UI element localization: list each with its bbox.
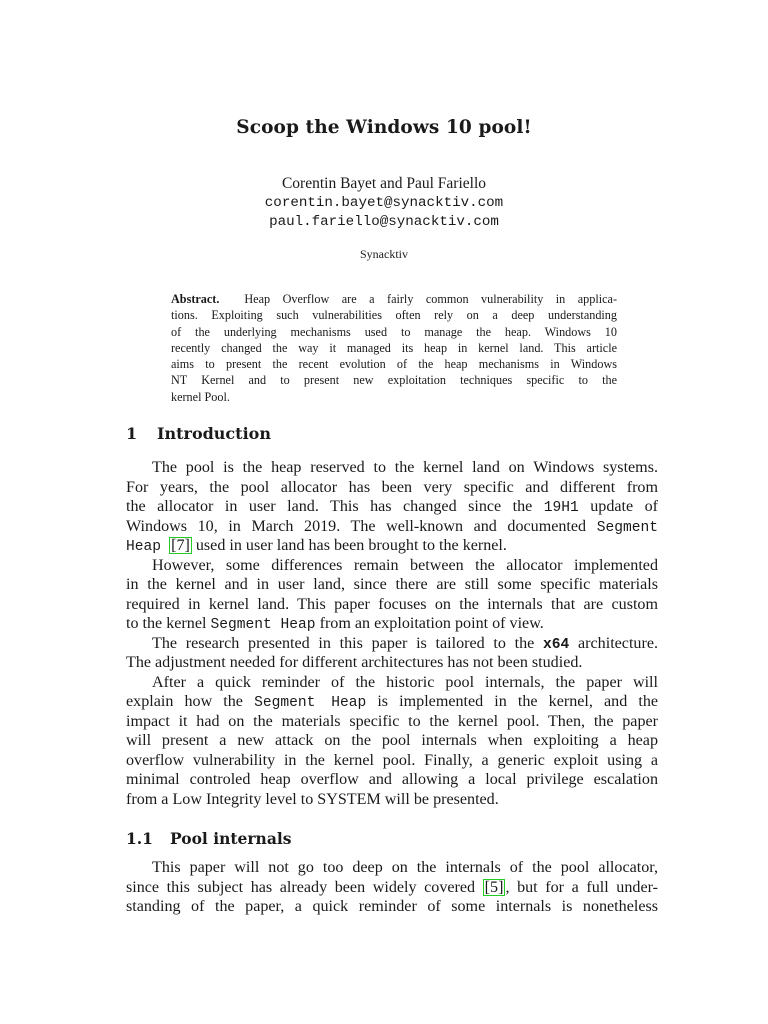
code-segment-heap: Segment Heap (210, 617, 316, 633)
text-line: standing of the paper, a quick reminder of some internals is nonetheless (126, 898, 658, 915)
abstract-line: tions. Exploiting such vulnerabilities often rely on a deep understanding (171, 308, 617, 323)
text-line: in the kernel and in user land, since there are still some specific materials (126, 576, 658, 593)
code-heap: Heap (126, 539, 162, 555)
code-segment-heap: Segment Heap (254, 695, 367, 711)
text-line: explain how the Segment Heap is implemented in the kernel, and the (126, 693, 659, 711)
code-19h1: 19H1 (543, 500, 579, 516)
arch-x64: x64 (543, 636, 570, 653)
text-line: since this subject has already been widely covered [5] , but for a full under- (126, 878, 658, 896)
abstract-line: kernel Pool. (171, 389, 230, 404)
citation-link-7[interactable]: [7] (171, 537, 190, 554)
abstract-line (171, 291, 617, 307)
text-line: This paper will not go too deep on the internals of the pool allocator, (152, 859, 658, 876)
code-segment: Segment (596, 519, 658, 536)
section-heading-introduction (126, 424, 271, 443)
introduction-body (126, 458, 658, 809)
section-title: Pool internals (170, 829, 292, 848)
text-line: However, some differences remain between the allocator implemented (152, 556, 658, 574)
section-number: 1.1 (126, 829, 153, 848)
text-line: required in kernel land. This paper focuses on the internals that are custom (126, 595, 658, 613)
text-line: For years, the pool allocator has been very specific and different from (126, 478, 658, 496)
text-line: impact it had on the materials specific to the kernel pool. Then, the paper (126, 712, 658, 730)
section-title: Introduction (157, 424, 271, 443)
text-line: to the kernel Segment Heap from an exploitation point of view. (126, 615, 544, 633)
section-number: 1 (126, 424, 138, 443)
abstract-line: recently changed the way it managed its heap in kernel land. This article (171, 340, 617, 355)
text-line: The adjustment needed for different architectures has not been studied. (126, 654, 583, 671)
abstract (171, 291, 617, 405)
text-line: Heap [7] used in user land has been brought to the kernel. (126, 537, 507, 555)
paper-authors: Corentin Bayet and Paul Fariello (281, 175, 487, 192)
text-line: the allocator in user land. This has changed since the 19H1 update of (126, 498, 658, 516)
abstract-label: Abstract. (171, 292, 220, 306)
text-line: The pool is the heap reserved to the kernel land on Windows systems. (152, 459, 658, 476)
author-email-1: corentin.bayet@synacktiv.com (264, 195, 504, 211)
abstract-text: Heap Overflow are a fairly common vulnerability in applica- (244, 292, 617, 306)
abstract-line: NT Kernel and to present new exploitation techniques specific to the (171, 373, 617, 388)
citation-link-5[interactable]: [5] (484, 878, 504, 896)
paper-title: Scoop the Windows 10 pool! (236, 117, 532, 138)
text-line: Windows 10, in March 2019. The well-known and documented Segment (126, 517, 658, 536)
text-line: After a quick reminder of the historic pool internals, the paper will (152, 673, 658, 691)
text-line: will present a new attack on the pool internals when exploiting a heap (126, 732, 658, 749)
text-line: The research presented in this paper is tailored to the x64 architecture. (152, 634, 658, 653)
affiliation: Synacktiv (360, 247, 408, 261)
author-email-2: paul.fariello@synacktiv.com (269, 214, 499, 230)
section-heading-pool-internals (126, 829, 291, 848)
pool-internals-body (126, 858, 658, 917)
text-line: minimal controled heap overflow and allowing a local privilege escalation (126, 771, 658, 788)
text-line: overflow vulnerability in the kernel pool. Finally, a generic exploit using a (126, 751, 658, 769)
text-line: from a Low Integrity level to SYSTEM will be presented. (126, 790, 499, 808)
abstract-line: aims to present the recent evolution of the heap mechanisms in Windows (171, 357, 617, 372)
abstract-line: of the underlying mechanisms used to manage the heap. Windows 10 (171, 324, 617, 339)
